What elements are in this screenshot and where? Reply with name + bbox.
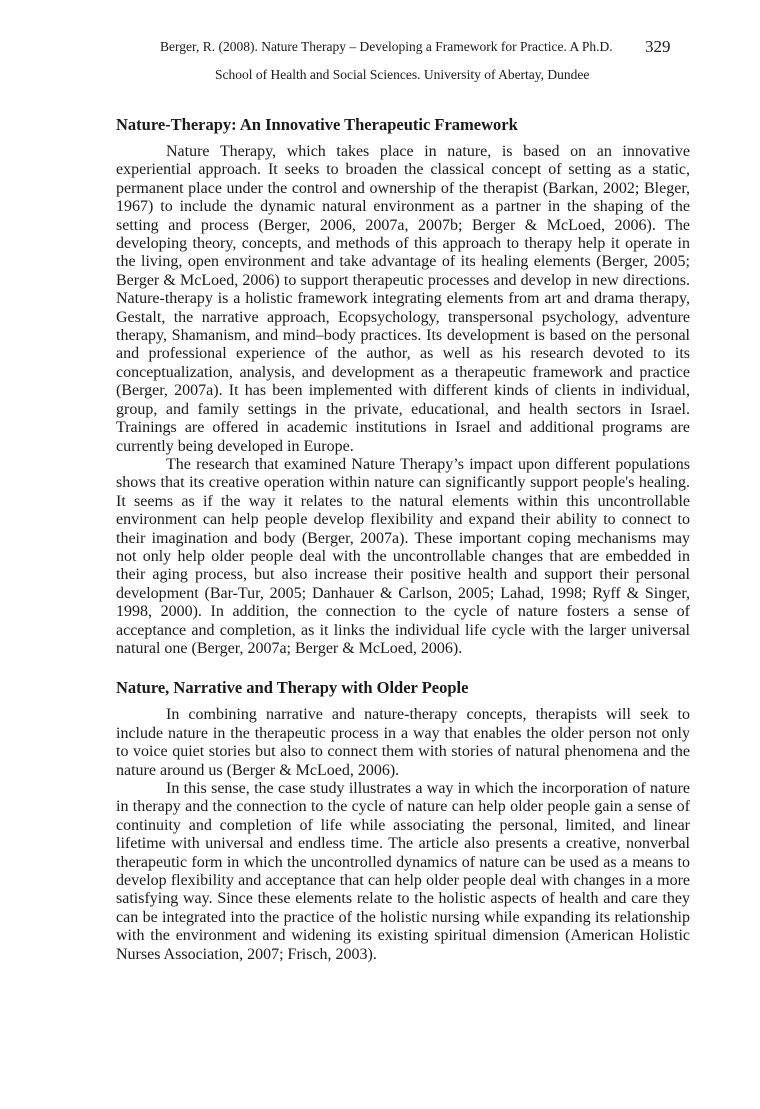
body-paragraph: In this sense, the case study illustrates a way in which the incorporation of nature in therapy and the connection to the cycle of nature can help older people gain a sense of continuity and completion of life while associating the personal, limited, and linear lifetime with universal and endless time. The article also presents a creative, nonverbal therapeutic form in which the uncontrolled dynamics of nature can be used as a means to develop flexibility and acceptance that can help older people deal with changes in a more satisfying way. Since these elements relate to the holistic aspects of health and care they can be integrated into the practice of the holistic nursing while expanding its relationship with the environment and widening its existing spiritual dimension (American Holistic Nurses Association, 2007; Frisch, 2003). <box>116 780 690 963</box>
body-paragraph: Nature Therapy, which takes place in nature, is based on an innovative experiential approach. It seeks to broaden the classical concept of setting as a static, permanent place under the control and ownership of the therapist (Barkan, 2002; Bleger, 1967) to include the dynamic natural environment as a partner in the shaping of the setting and process (Berger, 2006, 2007a, 2007b; Berger & McLoed, 2006). The developing theory, concepts, and methods of this approach to therapy help it operate in the living, open environment and take advantage of its healing elements (Berger, 2005; Berger & McLoed, 2006) to support therapeutic processes and develop in new directions. Nature-therapy is a holistic framework integrating elements from art and drama therapy, Gestalt, the narrative approach, Ecopsychology, transpersonal psychology, adventure therapy, Shamanism, and mind–body practices. Its development is based on the personal and professional experience of the author, as well as his research devoted to its conceptualization, analysis, and development as a therapeutic framework and practice (Berger, 2007a). It has been implemented with different kinds of clients in individual, group, and family settings in the private, educational, and health sectors in Israel. Trainings are offered in academic institutions in Israel and additional programs are currently being developed in Europe. <box>116 143 690 455</box>
section-narrative-older-people <box>116 678 690 964</box>
page-number: 329 <box>645 37 671 56</box>
section-nature-therapy-framework <box>116 115 690 658</box>
running-header <box>0 38 760 88</box>
page-body <box>116 115 690 964</box>
body-paragraph: In combining narrative and nature-therapy concepts, therapists will seek to include nature in the therapeutic process in a way that enables the older person not only to voice quiet stories but also to connect them with stories of natural phenomena and the nature around us (Berger & McLoed, 2006). <box>116 706 690 779</box>
body-paragraph: The research that examined Nature Therapy’s impact upon different populations shows that its creative operation within nature can significantly support people's healing. It seems as if the way it relates to the natural elements within this uncontrollable environment can help people develop flexibility and expand their ability to connect to their imagination and body (Berger, 2007a). These important coping mechanisms may not only help older people deal with the uncontrollable changes that are embedded in their aging process, but also increase their positive health and support their personal development (Bar-Tur, 2005; Danhauer & Carlson, 2005; Lahad, 1998; Ryff & Singer, 1998, 2000). In addition, the connection to the cycle of nature fosters a sense of acceptance and completion, as it links the individual life cycle with the larger universal natural one (Berger, 2007a; Berger & McLoed, 2006). <box>116 455 690 657</box>
section-heading: Nature, Narrative and Therapy with Older People <box>116 678 469 698</box>
header-institution: School of Health and Social Sciences. University of Abertay, Dundee <box>215 67 590 82</box>
section-heading: Nature-Therapy: An Innovative Therapeutic Framework <box>116 115 518 134</box>
header-citation: Berger, R. (2008). Nature Therapy – Developing a Framework for Practice. A Ph.D. <box>160 39 613 54</box>
